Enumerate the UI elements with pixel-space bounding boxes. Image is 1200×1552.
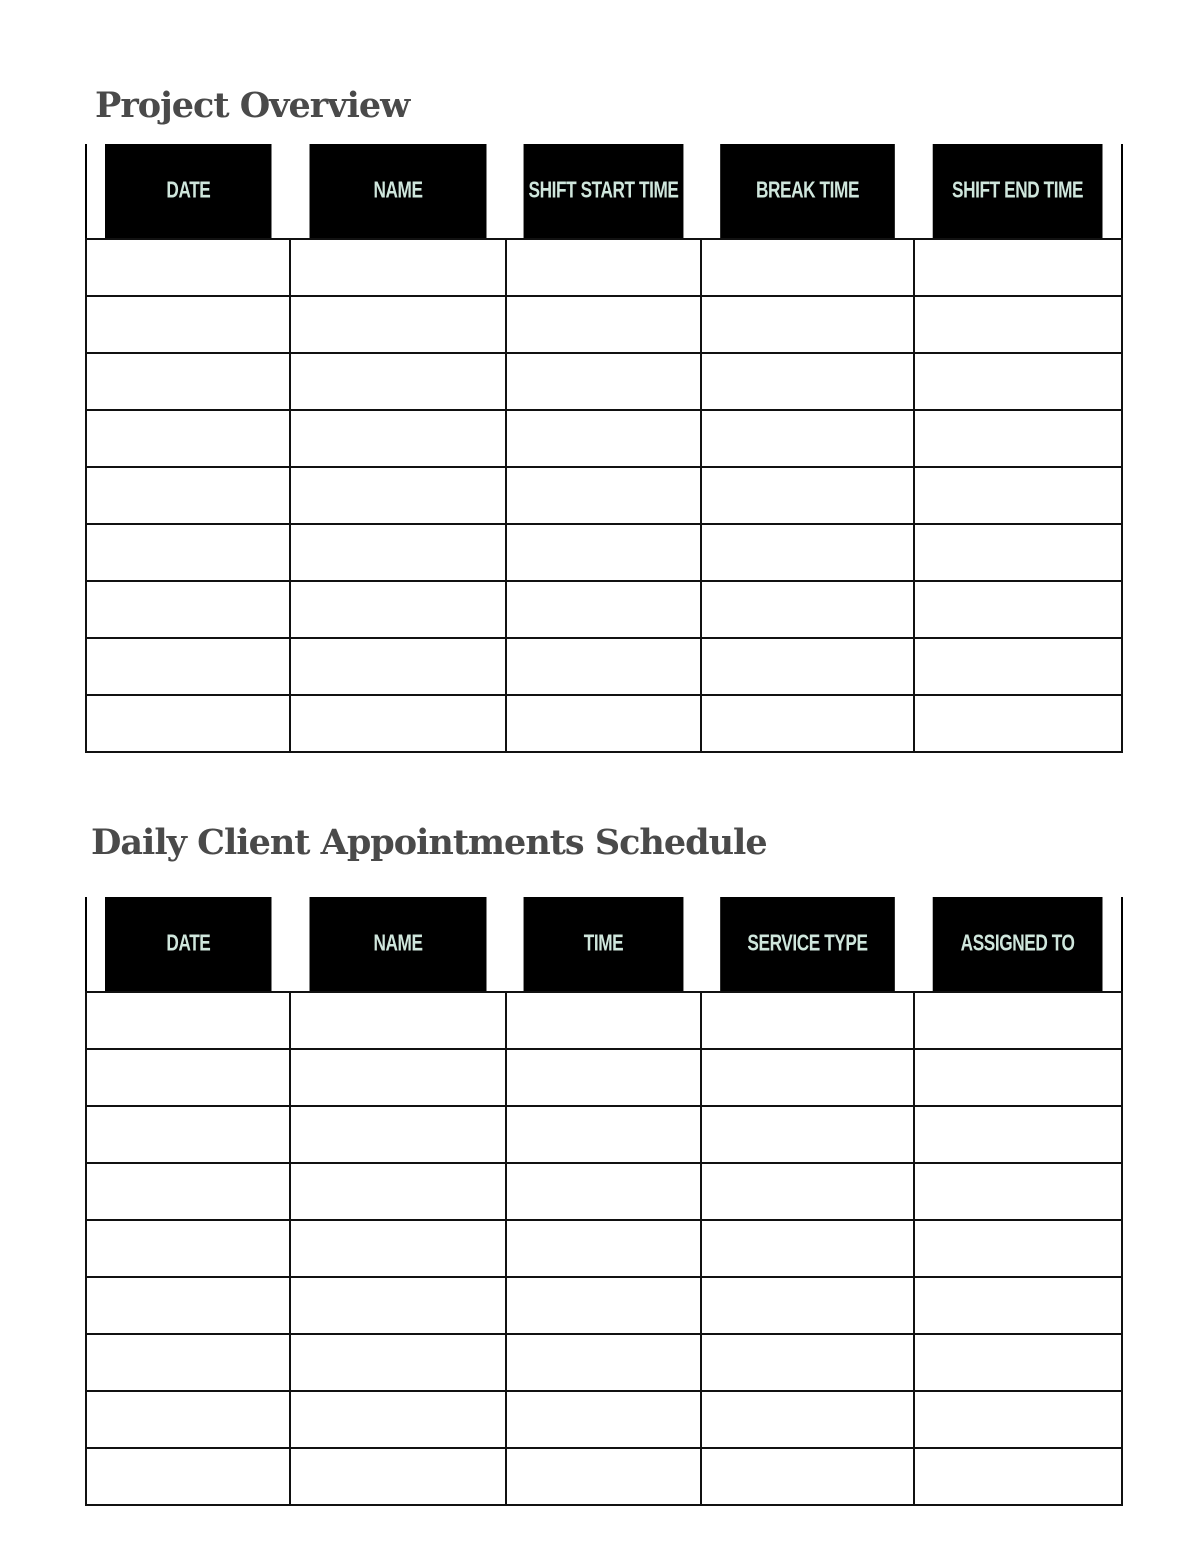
blank-cell[interactable]: [701, 992, 914, 1049]
blank-cell[interactable]: [290, 1163, 506, 1220]
blank-cell[interactable]: [701, 1106, 914, 1163]
blank-cell[interactable]: [290, 1277, 506, 1334]
blank-cell[interactable]: [506, 1220, 701, 1277]
blank-cell[interactable]: [914, 1334, 1122, 1391]
blank-cell[interactable]: [701, 1334, 914, 1391]
blank-cell[interactable]: [914, 1049, 1122, 1106]
blank-cell[interactable]: [914, 296, 1122, 353]
blank-cell[interactable]: [86, 992, 290, 1049]
blank-cell[interactable]: [290, 992, 506, 1049]
blank-cell[interactable]: [86, 410, 290, 467]
table-row: [86, 524, 1122, 581]
blank-cell[interactable]: [914, 1391, 1122, 1448]
blank-cell[interactable]: [86, 581, 290, 638]
blank-cell[interactable]: [701, 524, 914, 581]
blank-cell[interactable]: [506, 353, 701, 410]
blank-cell[interactable]: [290, 1049, 506, 1106]
blank-cell[interactable]: [914, 1106, 1122, 1163]
blank-cell[interactable]: [701, 410, 914, 467]
table-header-row: [86, 144, 1122, 239]
blank-cell[interactable]: [86, 638, 290, 695]
blank-cell[interactable]: [86, 353, 290, 410]
blank-cell[interactable]: [290, 1448, 506, 1505]
table-row: [86, 1220, 1122, 1277]
column-header-name: NAME: [309, 144, 486, 239]
blank-cell[interactable]: [506, 524, 701, 581]
blank-cell[interactable]: [914, 638, 1122, 695]
blank-cell[interactable]: [290, 695, 506, 752]
table-row: [86, 296, 1122, 353]
blank-cell[interactable]: [914, 353, 1122, 410]
blank-cell[interactable]: [701, 1277, 914, 1334]
blank-cell[interactable]: [506, 1277, 701, 1334]
blank-cell[interactable]: [86, 695, 290, 752]
table-row: [86, 1391, 1122, 1448]
blank-cell[interactable]: [290, 410, 506, 467]
blank-cell[interactable]: [86, 1448, 290, 1505]
column-header-date: DATE: [104, 897, 271, 992]
blank-cell[interactable]: [290, 1391, 506, 1448]
table-row: [86, 1277, 1122, 1334]
column-header-break-time: BREAK TIME: [720, 144, 895, 239]
blank-cell[interactable]: [506, 581, 701, 638]
blank-cell[interactable]: [506, 695, 701, 752]
table-header-row: [86, 897, 1122, 992]
column-header-time: TIME: [524, 897, 684, 992]
table-row: [86, 992, 1122, 1049]
table-row: [86, 1163, 1122, 1220]
blank-cell[interactable]: [290, 296, 506, 353]
project-overview-table: [85, 144, 1123, 753]
blank-cell[interactable]: [86, 1163, 290, 1220]
table-row: [86, 581, 1122, 638]
blank-cell[interactable]: [914, 581, 1122, 638]
blank-cell[interactable]: [506, 467, 701, 524]
table-row: [86, 1106, 1122, 1163]
blank-cell[interactable]: [290, 1334, 506, 1391]
table-row: [86, 1334, 1122, 1391]
blank-cell[interactable]: [506, 1163, 701, 1220]
blank-cell[interactable]: [701, 695, 914, 752]
table-row: [86, 638, 1122, 695]
table-row: [86, 1049, 1122, 1106]
blank-cell[interactable]: [506, 1106, 701, 1163]
blank-cell[interactable]: [914, 410, 1122, 467]
blank-cell[interactable]: [506, 1049, 701, 1106]
table-row: [86, 353, 1122, 410]
blank-cell[interactable]: [86, 239, 290, 296]
blank-cell[interactable]: [506, 1334, 701, 1391]
table-row: [86, 695, 1122, 752]
column-header-date: DATE: [104, 144, 271, 239]
column-header-assigned-to: ASSIGNED TO: [933, 897, 1104, 992]
blank-cell[interactable]: [701, 1163, 914, 1220]
blank-cell[interactable]: [290, 1106, 506, 1163]
blank-cell[interactable]: [506, 1391, 701, 1448]
blank-cell[interactable]: [914, 695, 1122, 752]
table-row: [86, 467, 1122, 524]
blank-cell[interactable]: [701, 1448, 914, 1505]
blank-cell[interactable]: [290, 1220, 506, 1277]
blank-cell[interactable]: [701, 638, 914, 695]
blank-cell[interactable]: [914, 992, 1122, 1049]
blank-cell[interactable]: [914, 1448, 1122, 1505]
blank-cell[interactable]: [86, 1334, 290, 1391]
blank-cell[interactable]: [290, 638, 506, 695]
daily-client-appointments-title: Daily Client Appointments Schedule: [91, 822, 767, 863]
blank-cell[interactable]: [701, 467, 914, 524]
blank-cell[interactable]: [914, 467, 1122, 524]
blank-cell[interactable]: [701, 296, 914, 353]
blank-cell[interactable]: [86, 1106, 290, 1163]
blank-cell[interactable]: [86, 1049, 290, 1106]
blank-cell[interactable]: [506, 1448, 701, 1505]
blank-cell[interactable]: [914, 239, 1122, 296]
blank-cell[interactable]: [914, 524, 1122, 581]
blank-cell[interactable]: [290, 581, 506, 638]
blank-cell[interactable]: [290, 239, 506, 296]
blank-cell[interactable]: [914, 1163, 1122, 1220]
table-row: [86, 1448, 1122, 1505]
blank-cell[interactable]: [290, 524, 506, 581]
daily-client-appointments-table: [85, 897, 1123, 1506]
blank-cell[interactable]: [701, 1049, 914, 1106]
column-header-name: NAME: [309, 897, 486, 992]
blank-cell[interactable]: [86, 1277, 290, 1334]
blank-cell[interactable]: [701, 1391, 914, 1448]
blank-cell[interactable]: [914, 1277, 1122, 1334]
blank-cell[interactable]: [86, 1220, 290, 1277]
blank-cell[interactable]: [86, 467, 290, 524]
blank-cell[interactable]: [701, 353, 914, 410]
blank-cell[interactable]: [506, 410, 701, 467]
blank-cell[interactable]: [506, 296, 701, 353]
column-header-shift-start-time: SHIFT START TIME: [524, 144, 684, 239]
blank-cell[interactable]: [701, 581, 914, 638]
blank-cell[interactable]: [290, 353, 506, 410]
column-header-shift-end-time: SHIFT END TIME: [933, 144, 1104, 239]
blank-cell[interactable]: [290, 467, 506, 524]
blank-cell[interactable]: [701, 239, 914, 296]
table-row: [86, 410, 1122, 467]
blank-cell[interactable]: [701, 1220, 914, 1277]
project-overview-title: Project Overview: [95, 85, 410, 126]
blank-cell[interactable]: [506, 992, 701, 1049]
blank-cell[interactable]: [506, 239, 701, 296]
blank-cell[interactable]: [86, 524, 290, 581]
blank-cell[interactable]: [86, 296, 290, 353]
blank-cell[interactable]: [86, 1391, 290, 1448]
column-header-service-type: SERVICE TYPE: [720, 897, 895, 992]
blank-cell[interactable]: [506, 638, 701, 695]
table-row: [86, 239, 1122, 296]
blank-cell[interactable]: [914, 1220, 1122, 1277]
